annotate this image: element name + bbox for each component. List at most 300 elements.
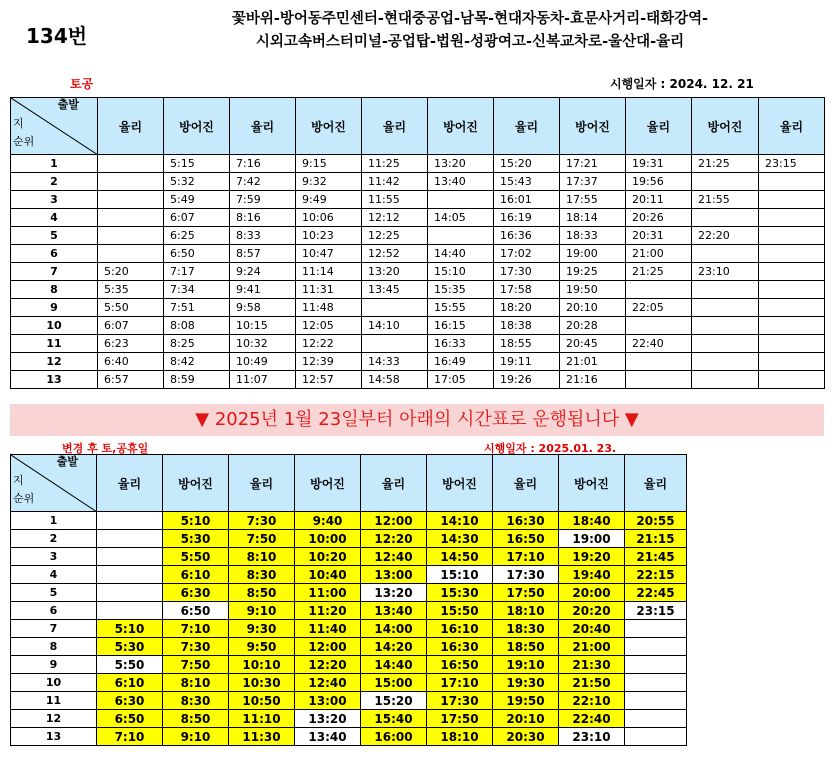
- departure-time-cell: [97, 602, 163, 620]
- corner-label-departure: 출발: [56, 455, 78, 468]
- table-row: [11, 620, 687, 638]
- departure-time-cell: 9:58: [230, 299, 296, 317]
- departure-time-cell: [625, 692, 687, 710]
- departure-time-cell: 6:25: [164, 227, 230, 245]
- departure-time-cell: 17:50: [493, 584, 559, 602]
- departure-time-cell: 7:10: [163, 620, 229, 638]
- departure-time-cell: 19:56: [626, 173, 692, 191]
- departure-time-cell: [692, 371, 759, 389]
- departure-time-cell: 20:10: [560, 299, 626, 317]
- departure-time-cell: 9:30: [229, 620, 295, 638]
- departure-time-cell: 16:33: [428, 335, 494, 353]
- row-number: 13: [11, 371, 98, 389]
- departure-time-cell: 22:15: [625, 566, 687, 584]
- column-header-stop: 방어진: [296, 98, 362, 155]
- departure-time-cell: 7:59: [230, 191, 296, 209]
- departure-time-cell: 22:20: [692, 227, 759, 245]
- departure-time-cell: 16:49: [428, 353, 494, 371]
- departure-time-cell: 7:10: [97, 728, 163, 746]
- departure-time-cell: 5:35: [98, 281, 164, 299]
- departure-time-cell: 18:20: [494, 299, 560, 317]
- row-number: 3: [11, 191, 98, 209]
- column-header-stop: 방어진: [427, 455, 493, 512]
- departure-time-cell: 15:20: [361, 692, 427, 710]
- departure-time-cell: 12:20: [295, 656, 361, 674]
- day-type-label-1: 토공: [70, 77, 94, 91]
- departure-time-cell: 5:49: [164, 191, 230, 209]
- row-number: 10: [11, 674, 97, 692]
- departure-time-cell: 8:16: [230, 209, 296, 227]
- row-number: 2: [11, 530, 97, 548]
- corner-label-order: 순위: [13, 135, 35, 148]
- departure-time-cell: 17:58: [494, 281, 560, 299]
- departure-time-cell: [98, 209, 164, 227]
- departure-time-cell: 6:40: [98, 353, 164, 371]
- departure-time-cell: 5:30: [163, 530, 229, 548]
- departure-time-cell: 21:25: [626, 263, 692, 281]
- row-number: 8: [11, 638, 97, 656]
- departure-time-cell: 22:40: [559, 710, 625, 728]
- departure-time-cell: 6:50: [163, 602, 229, 620]
- column-header-stop: 율리: [98, 98, 164, 155]
- departure-time-cell: 17:37: [560, 173, 626, 191]
- departure-time-cell: 6:07: [98, 317, 164, 335]
- column-header-stop: 방어진: [295, 455, 361, 512]
- departure-time-cell: 20:55: [625, 512, 687, 530]
- departure-time-cell: [625, 656, 687, 674]
- departure-time-cell: 16:30: [427, 638, 493, 656]
- departure-time-cell: 13:40: [361, 602, 427, 620]
- departure-time-cell: 8:25: [164, 335, 230, 353]
- departure-time-cell: 7:16: [230, 155, 296, 173]
- departure-time-cell: 7:50: [229, 530, 295, 548]
- departure-time-cell: 20:11: [626, 191, 692, 209]
- day-type-label-2: 변경 후 토,공휴일: [62, 442, 149, 455]
- row-number: 7: [11, 263, 98, 281]
- departure-time-cell: [626, 371, 692, 389]
- departure-time-cell: 11:00: [295, 584, 361, 602]
- schedule-change-banner: ▼ 2025년 1월 23일부터 아래의 시간표로 운행됩니다 ▼: [10, 404, 824, 436]
- column-header-stop: 율리: [230, 98, 296, 155]
- departure-time-cell: [98, 191, 164, 209]
- departure-time-cell: 21:30: [559, 656, 625, 674]
- departure-time-cell: 21:00: [559, 638, 625, 656]
- corner-label-stop: 지: [13, 117, 24, 130]
- row-number: 4: [11, 209, 98, 227]
- departure-time-cell: 20:10: [493, 710, 559, 728]
- column-header-stop: 방어진: [559, 455, 625, 512]
- departure-time-cell: 6:10: [163, 566, 229, 584]
- column-header-stop: 방어진: [164, 98, 230, 155]
- departure-time-cell: 10:00: [295, 530, 361, 548]
- departure-time-cell: [692, 353, 759, 371]
- departure-time-cell: 8:10: [229, 548, 295, 566]
- table-row: [11, 173, 825, 191]
- departure-time-cell: [98, 155, 164, 173]
- departure-time-cell: 15:40: [361, 710, 427, 728]
- departure-time-cell: 10:15: [230, 317, 296, 335]
- departure-time-cell: 5:15: [164, 155, 230, 173]
- departure-time-cell: 13:20: [295, 710, 361, 728]
- departure-time-cell: [625, 638, 687, 656]
- departure-time-cell: 22:10: [559, 692, 625, 710]
- departure-time-cell: 19:10: [493, 656, 559, 674]
- departure-time-cell: [97, 548, 163, 566]
- row-number: 6: [11, 602, 97, 620]
- departure-time-cell: [692, 281, 759, 299]
- departure-time-cell: 19:00: [560, 245, 626, 263]
- departure-time-cell: 9:50: [229, 638, 295, 656]
- departure-time-cell: [759, 227, 825, 245]
- header-corner-cell: [11, 455, 97, 512]
- departure-time-cell: 16:00: [361, 728, 427, 746]
- departure-time-cell: 10:06: [296, 209, 362, 227]
- departure-time-cell: 9:15: [296, 155, 362, 173]
- departure-time-cell: 5:10: [97, 620, 163, 638]
- departure-time-cell: 14:58: [362, 371, 428, 389]
- departure-time-cell: [692, 317, 759, 335]
- departure-time-cell: 10:10: [229, 656, 295, 674]
- departure-time-cell: 15:50: [427, 602, 493, 620]
- row-number: 4: [11, 566, 97, 584]
- departure-time-cell: 15:55: [428, 299, 494, 317]
- departure-time-cell: [626, 281, 692, 299]
- departure-time-cell: 13:40: [428, 173, 494, 191]
- departure-time-cell: 8:42: [164, 353, 230, 371]
- departure-time-cell: 22:40: [626, 335, 692, 353]
- departure-time-cell: [362, 299, 428, 317]
- table-row: [11, 512, 687, 530]
- route-line-1: 꽃바위-방어동주민센터-현대중공업-남목-현대자동차-효문사거리-태화강역-: [231, 11, 709, 27]
- departure-time-cell: [759, 299, 825, 317]
- table-row: [11, 281, 825, 299]
- departure-time-cell: 21:45: [625, 548, 687, 566]
- departure-time-cell: [625, 728, 687, 746]
- departure-time-cell: 7:30: [229, 512, 295, 530]
- departure-time-cell: [759, 353, 825, 371]
- departure-time-cell: 15:10: [428, 263, 494, 281]
- departure-time-cell: 5:32: [164, 173, 230, 191]
- departure-time-cell: 11:14: [296, 263, 362, 281]
- departure-time-cell: 21:15: [625, 530, 687, 548]
- departure-time-cell: 17:10: [427, 674, 493, 692]
- departure-time-cell: 8:10: [163, 674, 229, 692]
- departure-time-cell: 15:10: [427, 566, 493, 584]
- departure-time-cell: 10:47: [296, 245, 362, 263]
- departure-time-cell: 15:35: [428, 281, 494, 299]
- departure-time-cell: [428, 227, 494, 245]
- departure-time-cell: 11:07: [230, 371, 296, 389]
- table-row: [11, 692, 687, 710]
- departure-time-cell: 5:50: [97, 656, 163, 674]
- corner-label-order: 순위: [13, 492, 35, 505]
- departure-time-cell: 10:23: [296, 227, 362, 245]
- departure-time-cell: [98, 245, 164, 263]
- departure-time-cell: 6:50: [97, 710, 163, 728]
- departure-time-cell: 11:55: [362, 191, 428, 209]
- table-row: [11, 728, 687, 746]
- timetable-current: [10, 97, 825, 389]
- departure-time-cell: 9:10: [163, 728, 229, 746]
- departure-time-cell: [759, 281, 825, 299]
- table-row: [11, 584, 687, 602]
- departure-time-cell: 21:25: [692, 155, 759, 173]
- row-number: 5: [11, 584, 97, 602]
- departure-time-cell: 8:57: [230, 245, 296, 263]
- row-number: 3: [11, 548, 97, 566]
- departure-time-cell: [692, 245, 759, 263]
- departure-time-cell: [625, 620, 687, 638]
- departure-time-cell: 9:32: [296, 173, 362, 191]
- row-number: 1: [11, 155, 98, 173]
- departure-time-cell: 16:36: [494, 227, 560, 245]
- effective-date-2: 시행일자 : 2025.01. 23.: [484, 442, 617, 455]
- row-number: 12: [11, 353, 98, 371]
- departure-time-cell: 19:00: [559, 530, 625, 548]
- departure-time-cell: [626, 353, 692, 371]
- departure-time-cell: 14:40: [428, 245, 494, 263]
- departure-time-cell: 18:33: [560, 227, 626, 245]
- departure-time-cell: 8:30: [163, 692, 229, 710]
- departure-time-cell: [98, 227, 164, 245]
- departure-time-cell: 13:40: [295, 728, 361, 746]
- departure-time-cell: 16:50: [493, 530, 559, 548]
- departure-time-cell: [759, 173, 825, 191]
- departure-time-cell: 21:16: [560, 371, 626, 389]
- table-row: [11, 548, 687, 566]
- departure-time-cell: 18:10: [493, 602, 559, 620]
- table-row: [11, 209, 825, 227]
- departure-time-cell: 20:45: [560, 335, 626, 353]
- row-number: 11: [11, 335, 98, 353]
- table-row: [11, 335, 825, 353]
- departure-time-cell: 15:20: [494, 155, 560, 173]
- departure-time-cell: 11:30: [229, 728, 295, 746]
- departure-time-cell: 19:40: [559, 566, 625, 584]
- departure-time-cell: 7:30: [163, 638, 229, 656]
- departure-time-cell: 5:50: [163, 548, 229, 566]
- departure-time-cell: 11:42: [362, 173, 428, 191]
- table-row: [11, 299, 825, 317]
- departure-time-cell: 17:05: [428, 371, 494, 389]
- table-row: [11, 191, 825, 209]
- departure-time-cell: 7:42: [230, 173, 296, 191]
- row-number: 13: [11, 728, 97, 746]
- table-row: [11, 656, 687, 674]
- departure-time-cell: [428, 191, 494, 209]
- departure-time-cell: 17:30: [493, 566, 559, 584]
- departure-time-cell: 23:10: [559, 728, 625, 746]
- departure-time-cell: 17:30: [427, 692, 493, 710]
- departure-time-cell: 6:23: [98, 335, 164, 353]
- departure-time-cell: 6:10: [97, 674, 163, 692]
- row-number: 7: [11, 620, 97, 638]
- table-row: [11, 638, 687, 656]
- departure-time-cell: 14:10: [427, 512, 493, 530]
- departure-time-cell: 15:00: [361, 674, 427, 692]
- departure-time-cell: 10:50: [229, 692, 295, 710]
- departure-time-cell: 19:50: [493, 692, 559, 710]
- departure-time-cell: 12:52: [362, 245, 428, 263]
- route-line-2: 시외고속버스터미널-공업탑-법원-성광여고-신복교차로-울산대-율리: [255, 34, 685, 50]
- departure-time-cell: 15:30: [427, 584, 493, 602]
- departure-time-cell: 18:38: [494, 317, 560, 335]
- departure-time-cell: 14:10: [362, 317, 428, 335]
- departure-time-cell: 17:30: [494, 263, 560, 281]
- column-header-stop: 율리: [97, 455, 163, 512]
- departure-time-cell: 12:12: [362, 209, 428, 227]
- row-number: 9: [11, 656, 97, 674]
- route-description: [150, 8, 790, 54]
- departure-time-cell: 8:33: [230, 227, 296, 245]
- departure-time-cell: 11:40: [295, 620, 361, 638]
- departure-time-cell: 22:45: [625, 584, 687, 602]
- departure-time-cell: [98, 173, 164, 191]
- departure-time-cell: 12:57: [296, 371, 362, 389]
- departure-time-cell: [97, 512, 163, 530]
- departure-time-cell: 12:05: [296, 317, 362, 335]
- column-header-stop: 방어진: [692, 98, 759, 155]
- table-row: [11, 245, 825, 263]
- departure-time-cell: 16:10: [427, 620, 493, 638]
- departure-time-cell: 12:39: [296, 353, 362, 371]
- departure-time-cell: [759, 245, 825, 263]
- departure-time-cell: 20:31: [626, 227, 692, 245]
- departure-time-cell: 21:01: [560, 353, 626, 371]
- table-row: [11, 566, 687, 584]
- departure-time-cell: 12:00: [361, 512, 427, 530]
- departure-time-cell: 8:50: [163, 710, 229, 728]
- departure-time-cell: [97, 584, 163, 602]
- departure-time-cell: 6:50: [164, 245, 230, 263]
- departure-time-cell: 11:31: [296, 281, 362, 299]
- departure-time-cell: [97, 530, 163, 548]
- departure-time-cell: 9:24: [230, 263, 296, 281]
- route-number: 134번: [26, 24, 88, 48]
- departure-time-cell: 12:22: [296, 335, 362, 353]
- departure-time-cell: 23:10: [692, 263, 759, 281]
- departure-time-cell: 11:10: [229, 710, 295, 728]
- departure-time-cell: 19:31: [626, 155, 692, 173]
- departure-time-cell: 9:49: [296, 191, 362, 209]
- departure-time-cell: 23:15: [759, 155, 825, 173]
- column-header-stop: 율리: [625, 455, 687, 512]
- departure-time-cell: 17:21: [560, 155, 626, 173]
- departure-time-cell: 9:41: [230, 281, 296, 299]
- timetable-new: [10, 454, 687, 746]
- column-header-stop: 율리: [361, 455, 427, 512]
- row-number: 12: [11, 710, 97, 728]
- row-number: 1: [11, 512, 97, 530]
- departure-time-cell: 14:00: [361, 620, 427, 638]
- departure-time-cell: 16:19: [494, 209, 560, 227]
- departure-time-cell: [759, 317, 825, 335]
- departure-time-cell: 5:10: [163, 512, 229, 530]
- departure-time-cell: [692, 209, 759, 227]
- departure-time-cell: 19:25: [560, 263, 626, 281]
- departure-time-cell: 19:50: [560, 281, 626, 299]
- table-row: [11, 155, 825, 173]
- column-header-stop: 율리: [626, 98, 692, 155]
- departure-time-cell: [759, 371, 825, 389]
- departure-time-cell: 11:25: [362, 155, 428, 173]
- departure-time-cell: 21:00: [626, 245, 692, 263]
- departure-time-cell: [759, 335, 825, 353]
- departure-time-cell: [759, 263, 825, 281]
- departure-time-cell: 14:20: [361, 638, 427, 656]
- departure-time-cell: 18:40: [559, 512, 625, 530]
- table-row: [11, 710, 687, 728]
- row-number: 5: [11, 227, 98, 245]
- table-row: [11, 263, 825, 281]
- column-header-stop: 율리: [493, 455, 559, 512]
- departure-time-cell: 12:25: [362, 227, 428, 245]
- departure-time-cell: [759, 209, 825, 227]
- table-row: [11, 602, 687, 620]
- departure-time-cell: [692, 299, 759, 317]
- departure-time-cell: 12:40: [361, 548, 427, 566]
- table-row: [11, 674, 687, 692]
- departure-time-cell: 13:20: [361, 584, 427, 602]
- column-header-stop: 율리: [759, 98, 825, 155]
- departure-time-cell: 7:50: [163, 656, 229, 674]
- departure-time-cell: 13:45: [362, 281, 428, 299]
- departure-time-cell: 11:48: [296, 299, 362, 317]
- departure-time-cell: 17:55: [560, 191, 626, 209]
- departure-time-cell: 17:02: [494, 245, 560, 263]
- departure-time-cell: 14:05: [428, 209, 494, 227]
- departure-time-cell: 7:51: [164, 299, 230, 317]
- departure-time-cell: 18:55: [494, 335, 560, 353]
- departure-time-cell: 16:01: [494, 191, 560, 209]
- departure-time-cell: 6:30: [97, 692, 163, 710]
- departure-time-cell: 6:07: [164, 209, 230, 227]
- departure-time-cell: 6:30: [163, 584, 229, 602]
- row-number: 6: [11, 245, 98, 263]
- departure-time-cell: 13:20: [362, 263, 428, 281]
- departure-time-cell: 13:20: [428, 155, 494, 173]
- departure-time-cell: 9:40: [295, 512, 361, 530]
- departure-time-cell: 10:49: [230, 353, 296, 371]
- departure-time-cell: [626, 317, 692, 335]
- row-number: 2: [11, 173, 98, 191]
- departure-time-cell: 9:10: [229, 602, 295, 620]
- departure-time-cell: 19:20: [559, 548, 625, 566]
- departure-time-cell: 14:30: [427, 530, 493, 548]
- row-number: 9: [11, 299, 98, 317]
- departure-time-cell: 23:15: [625, 602, 687, 620]
- departure-time-cell: 16:50: [427, 656, 493, 674]
- departure-time-cell: 22:05: [626, 299, 692, 317]
- departure-time-cell: 10:32: [230, 335, 296, 353]
- corner-label-departure: 출발: [57, 98, 79, 111]
- departure-time-cell: 16:15: [428, 317, 494, 335]
- departure-time-cell: 21:55: [692, 191, 759, 209]
- departure-time-cell: 17:50: [427, 710, 493, 728]
- departure-time-cell: 19:26: [494, 371, 560, 389]
- departure-time-cell: 17:10: [493, 548, 559, 566]
- column-header-stop: 방어진: [560, 98, 626, 155]
- effective-date-1: 시행일자 : 2024. 12. 21: [610, 77, 754, 91]
- departure-time-cell: 13:00: [295, 692, 361, 710]
- departure-time-cell: 12:20: [361, 530, 427, 548]
- departure-time-cell: 14:40: [361, 656, 427, 674]
- departure-time-cell: 7:34: [164, 281, 230, 299]
- departure-time-cell: 15:43: [494, 173, 560, 191]
- column-header-stop: 율리: [229, 455, 295, 512]
- departure-time-cell: 7:17: [164, 263, 230, 281]
- departure-time-cell: 18:10: [427, 728, 493, 746]
